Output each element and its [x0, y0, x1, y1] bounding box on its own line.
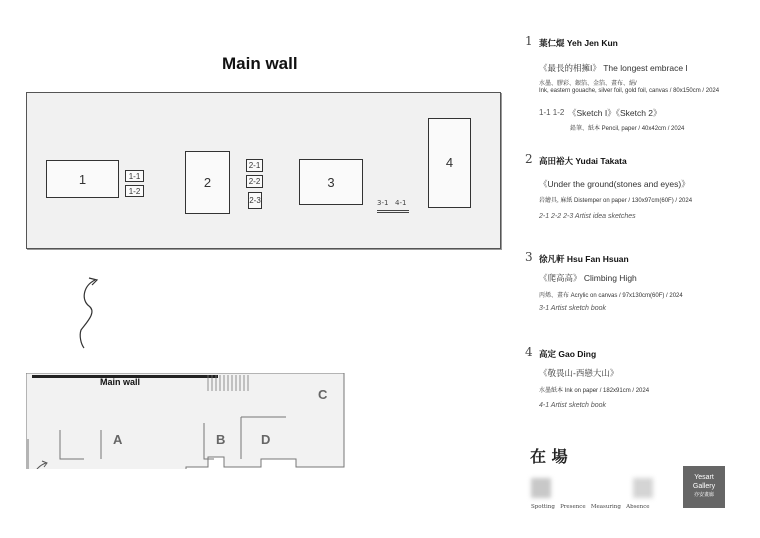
artwork-title: 《敬畏山-西戀大山》 [539, 368, 619, 378]
artwork-frame-1: 1 [46, 160, 119, 198]
artwork-medium-zh: 水墨、膠彩、銀箔、金箔、畫布、絹/ [539, 81, 637, 87]
artwork-frame-2-2: 2-2 [246, 175, 263, 188]
artist-name: 高田裕大 Yudai Takata [539, 156, 627, 166]
sketch-label-3-1: 3-1 [377, 199, 389, 207]
artwork-title: 《Under the ground(stones and eyes)》 [539, 179, 690, 189]
artwork-medium: 丙烯、畫布 Acrylic on canvas / 97x130cm(60F) / 2024 [539, 293, 683, 299]
room-label-b: B [216, 432, 226, 447]
direction-arrow-icon [75, 272, 105, 352]
artwork-frame-3: 3 [299, 159, 363, 205]
artwork-frame-1-2: 1-2 [125, 185, 144, 197]
sketch-note: 2-1 2-2 2-3 Artist idea sketches [539, 213, 636, 220]
sketch-ids: 1-1 1-2 [539, 108, 565, 117]
artwork-frame-2: 2 [185, 151, 230, 214]
sketch-label-4-1: 4-1 [395, 199, 407, 207]
artwork-medium-en: Ink, eastern gouache, silver foil, gold foil, canvas / 80x150cm / 2024 [539, 88, 720, 94]
floorplan-wall-label: Main wall [100, 377, 141, 387]
sketch-shelf-line [377, 210, 409, 211]
artist-number: 2 [525, 152, 533, 166]
wall-title: Main wall [222, 54, 298, 73]
gallery-logo: Yesart Gallery 亦安畫廊 [683, 466, 725, 508]
artist-name: 高定 Gao Ding [539, 349, 597, 359]
room-label-a: A [113, 432, 123, 447]
exhibition-title: 在 場 [530, 447, 568, 466]
room-label-c: C [318, 387, 328, 402]
sketch-note: 3-1 Artist sketch book [539, 305, 607, 312]
artwork-medium: 岩繪具, 麻紙 Distemper on paper / 130x97cm(60F) / 2024 [539, 198, 693, 204]
sketch-shelf-line [377, 212, 409, 213]
artwork-frame-2-1: 2-1 [246, 159, 263, 172]
sketch-medium: 鉛筆、紙本 Pencil, paper / 40x42cm / 2024 [570, 126, 685, 132]
artist-name: 葉仁焜 Yeh Jen Kun [539, 38, 618, 48]
room-label-d: D [261, 432, 271, 447]
artist-name: 徐凡軒 Hsu Fan Hsuan [539, 254, 629, 264]
artwork-frame-1-1: 1-1 [125, 170, 144, 182]
main-wall-elevation [26, 92, 501, 249]
artist-number: 1 [525, 34, 533, 48]
sketch-titles: 《Sketch I》《Sketch 2》 [568, 108, 662, 118]
artwork-title: 《爬高高》 Climbing High [539, 273, 637, 283]
artwork-title: 《最長的相擁I》 The longest embrace I [539, 63, 688, 73]
sketch-note: 4-1 Artist sketch book [539, 402, 607, 409]
artist-number: 3 [525, 250, 533, 264]
artist-number: 4 [525, 345, 533, 359]
blurred-glyph [633, 478, 653, 498]
artwork-frame-2-3: 2-3 [248, 192, 262, 209]
artwork-frame-4: 4 [428, 118, 471, 208]
artwork-medium: 水墨紙本 Ink on paper / 182x91cm / 2024 [539, 388, 650, 394]
exhibition-tagline: Spotting Presence Measuring Absence [531, 504, 650, 510]
blurred-glyph [531, 478, 551, 498]
gallery-floorplan [26, 373, 346, 469]
